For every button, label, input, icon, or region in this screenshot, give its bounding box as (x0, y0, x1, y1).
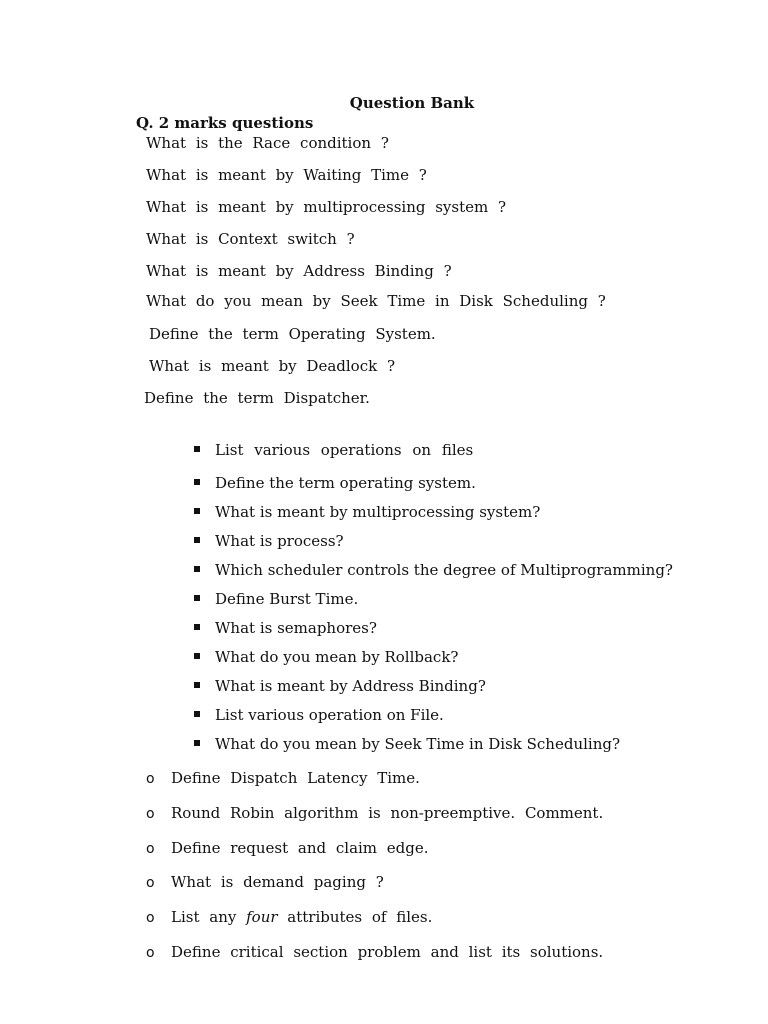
circle-bullet-icon: o (146, 945, 155, 961)
question-item: What is Context switch ? (146, 230, 355, 248)
bullet-list-item: What is semaphores? (194, 619, 377, 637)
question-item: What is meant by Address Binding ? (146, 262, 452, 280)
square-bullet-icon (194, 711, 200, 717)
circle-list-item: o Round Robin algorithm is non-preemptive. Comment. (146, 804, 604, 822)
circle-list-item: o Define critical section problem and list its solutions. (146, 943, 604, 961)
circle-bullet-icon: o (146, 875, 155, 891)
question-item: Define the term Dispatcher. (144, 389, 370, 407)
bullet-list-item: What is process? (194, 532, 344, 550)
bullet-list-item: Define Burst Time. (194, 590, 358, 608)
bullet-list-item: What do you mean by Seek Time in Disk Scheduling? (194, 735, 620, 753)
bullet-list-item: What is meant by multiprocessing system? (194, 503, 540, 521)
question-item: What is meant by Waiting Time ? (146, 166, 427, 184)
bullet-list-item: List various operation on File. (194, 706, 444, 724)
circle-bullet-icon: o (146, 910, 155, 926)
square-bullet-icon (194, 508, 200, 514)
circle-bullet-icon: o (146, 806, 155, 822)
question-item: What is meant by Deadlock ? (149, 357, 396, 375)
question-item: What do you mean by Seek Time in Disk Scheduling ? (146, 292, 606, 310)
circle-list-item: o What is demand paging ? (146, 873, 384, 891)
circle-list-item: o Define request and claim edge. (146, 839, 429, 857)
bullet-list-item: What is meant by Address Binding? (194, 677, 486, 695)
bullet-list-item: What do you mean by Rollback? (194, 648, 458, 666)
question-item: Define the term Operating System. (149, 325, 436, 343)
section-heading: Q. 2 marks questions (136, 114, 314, 132)
question-item: What is meant by multiprocessing system ? (146, 198, 507, 216)
square-bullet-icon (194, 682, 200, 688)
document-title: Question Bank (349, 94, 475, 112)
bullet-list-item: List various operations on files (194, 441, 473, 459)
square-bullet-icon (194, 446, 200, 452)
circle-bullet-icon: o (146, 771, 155, 787)
emphasized-word: four (246, 908, 278, 926)
square-bullet-icon (194, 595, 200, 601)
circle-list-item: o Define Dispatch Latency Time. (146, 769, 420, 787)
square-bullet-icon (194, 537, 200, 543)
square-bullet-icon (194, 479, 200, 485)
question-item: What is the Race condition ? (146, 134, 389, 152)
square-bullet-icon (194, 624, 200, 630)
square-bullet-icon (194, 566, 200, 572)
square-bullet-icon (194, 653, 200, 659)
circle-bullet-icon: o (146, 841, 155, 857)
bullet-list-item: Define the term operating system. (194, 474, 476, 492)
square-bullet-icon (194, 740, 200, 746)
circle-list-item: o List any four attributes of files. (146, 908, 433, 926)
bullet-list-item: Which scheduler controls the degree of Multiprogramming? (194, 561, 673, 579)
